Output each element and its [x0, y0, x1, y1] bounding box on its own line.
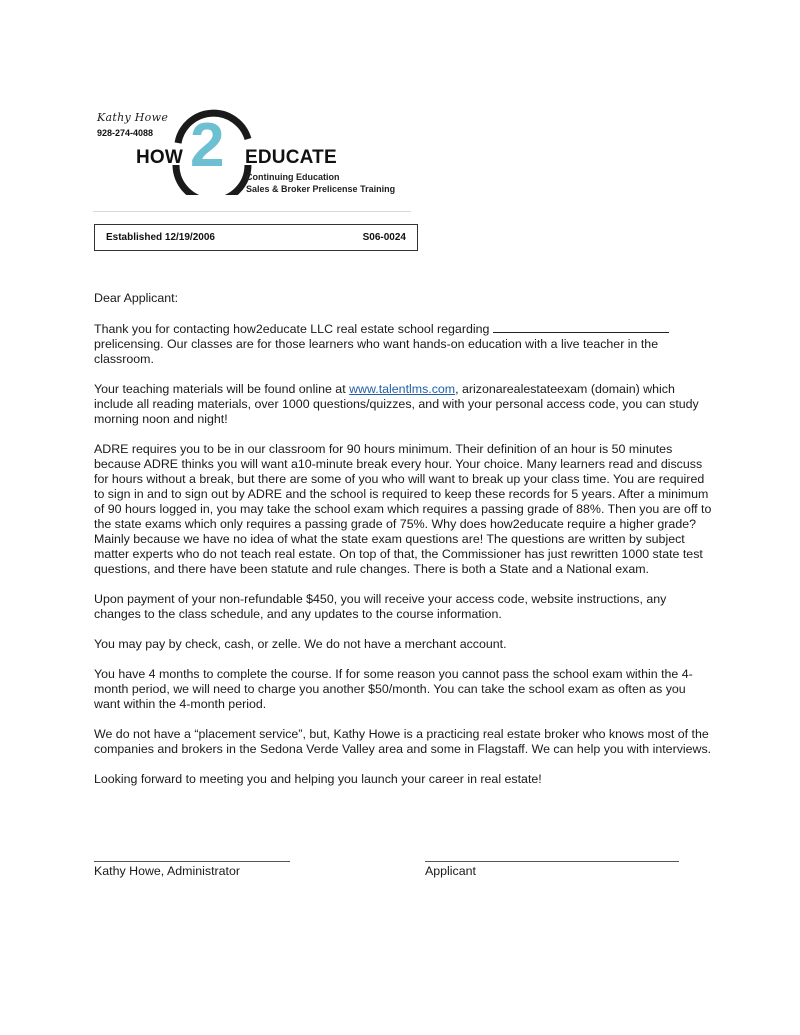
- brand-two: 2: [190, 111, 225, 180]
- talentlms-link[interactable]: www.talentlms.com: [349, 382, 456, 396]
- paragraph-adre-requirements: ADRE requires you to be in our classroom for 90 hours minimum. Their definition of an hour is 50 minutes because ADRE thinks you will want a10-minute break every hour. Your choice. Many learners read and discuss for hours without a break, but there are some of you who will want to break up your class time. You are required to sign in and to sign out by ADRE and the school is required to keep these records for 5 years. After a minimum of 90 hours logged in, you may take the school exam which requires a passing grade of 88%. Then you are off to the state exams which only requires a passing grade of 75%. Why does how2educate require a higher grade? Mainly because we have no idea of what the state exam questions are! The questions are written by subject matter experts who do not teach real estate. On top of that, the Commissioner has just rewritten 1000 state test questions, and there have been statute and rule changes. There is both a State and a National exam.: [94, 442, 712, 576]
- applicant-signature-label: Applicant: [425, 864, 476, 878]
- established-info-box: [94, 224, 418, 251]
- administrator-signature-label: Kathy Howe, Administrator: [94, 864, 240, 878]
- tagline-prelicense-training: Sales & Broker Prelicense Training: [246, 184, 396, 194]
- letter-body: [94, 291, 714, 802]
- intro-text-a: Thank you for contacting how2educate LLC real estate school regarding: [94, 322, 493, 336]
- administrator-signature-block: [94, 861, 290, 878]
- paragraph-intro: [94, 321, 714, 367]
- intro-text-b: prelicensing. Our classes are for those learners who want hands-on education with a live teacher in the classroom.: [94, 337, 659, 366]
- paragraph-placement: We do not have a “placement service”, but, Kathy Howe is a practicing real estate broker who knows most of the companies and brokers in the Sedona Verde Valley area and some in Flagstaff. We can help you with interviews.: [94, 727, 712, 756]
- letterhead-name: Kathy Howe: [97, 111, 169, 124]
- materials-text-a: Your teaching materials will be found online at: [94, 382, 350, 396]
- paragraph-payment: Upon payment of your non-refundable $450, you will receive your access code, website instructions, any changes to the class schedule, and any updates to the course information.: [94, 592, 667, 621]
- paragraph-closing: Looking forward to meeting you and helping you launch your career in real estate!: [94, 772, 542, 786]
- paragraph-payment-methods: You may pay by check, cash, or zelle. We do not have a merchant account.: [94, 637, 507, 651]
- brand-how: HOW: [136, 147, 184, 168]
- brand-educate: EDUCATE: [245, 147, 337, 168]
- materials-text-b: , arizonarealestateexam (domain) which include all reading materials, over 1000 questions/quizzes, and with your personal access code, you can study morning noon and night!: [94, 382, 699, 426]
- applicant-signature-line[interactable]: [425, 861, 679, 862]
- license-number: S06-0024: [362, 232, 406, 243]
- administrator-signature-line[interactable]: [94, 861, 290, 862]
- letterhead-phone: 928-274-4088: [97, 128, 154, 138]
- header-divider: [93, 211, 411, 212]
- paragraph-materials: [94, 382, 714, 427]
- tagline-continuing-education: Continuing Education: [246, 172, 340, 182]
- established-date: Established 12/19/2006: [106, 232, 215, 243]
- salutation: Dear Applicant:: [94, 291, 179, 305]
- program-blank-field[interactable]: [493, 321, 669, 333]
- applicant-signature-block: [425, 861, 679, 878]
- paragraph-course-duration: You have 4 months to complete the course. If for some reason you cannot pass the school exam within the 4-month period, we will need to charge you another $50/month. You can take the school exam as often as you want within the 4-month period.: [94, 667, 693, 711]
- letterhead-logo: [93, 105, 413, 205]
